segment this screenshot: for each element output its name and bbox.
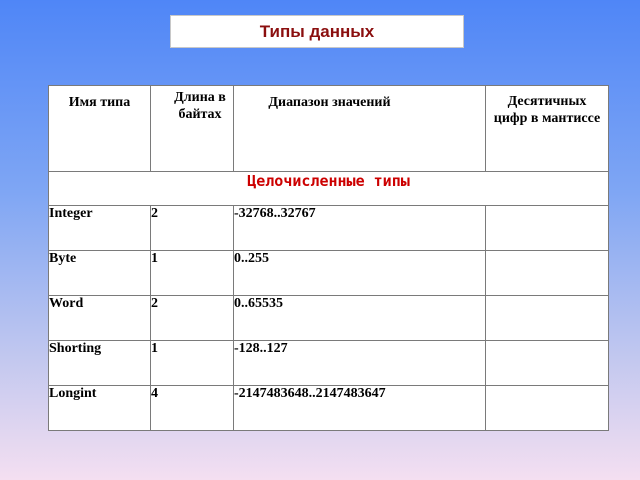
header-length: Длина в байтах	[151, 86, 234, 172]
cell-type-name: Shorting	[49, 341, 151, 386]
table-row	[49, 386, 609, 431]
header-row	[49, 86, 609, 172]
cell-range: -2147483648..2147483647	[234, 386, 486, 431]
cell-digits	[486, 386, 609, 431]
table-row	[49, 296, 609, 341]
section-row	[49, 172, 609, 206]
cell-digits	[486, 296, 609, 341]
section-label-integer-types: Целочисленные типы	[49, 172, 609, 206]
cell-bytes: 4	[151, 386, 234, 431]
cell-type-name: Word	[49, 296, 151, 341]
table-row	[49, 341, 609, 386]
cell-type-name: Integer	[49, 206, 151, 251]
cell-bytes: 2	[151, 206, 234, 251]
cell-type-name: Longint	[49, 386, 151, 431]
header-type-name: Имя типа	[49, 86, 151, 172]
table-row	[49, 206, 609, 251]
cell-bytes: 2	[151, 296, 234, 341]
cell-digits	[486, 206, 609, 251]
cell-digits	[486, 341, 609, 386]
header-digits: Десятичных цифр в мантиссе	[486, 86, 609, 172]
cell-digits	[486, 251, 609, 296]
cell-range: -128..127	[234, 341, 486, 386]
cell-range: 0..65535	[234, 296, 486, 341]
cell-range: -32768..32767	[234, 206, 486, 251]
slide-title: Типы данных	[170, 15, 464, 48]
data-types-table	[48, 85, 609, 431]
header-range: Диапазон значений	[234, 86, 486, 172]
cell-range: 0..255	[234, 251, 486, 296]
cell-bytes: 1	[151, 341, 234, 386]
table-row	[49, 251, 609, 296]
cell-bytes: 1	[151, 251, 234, 296]
cell-type-name: Byte	[49, 251, 151, 296]
